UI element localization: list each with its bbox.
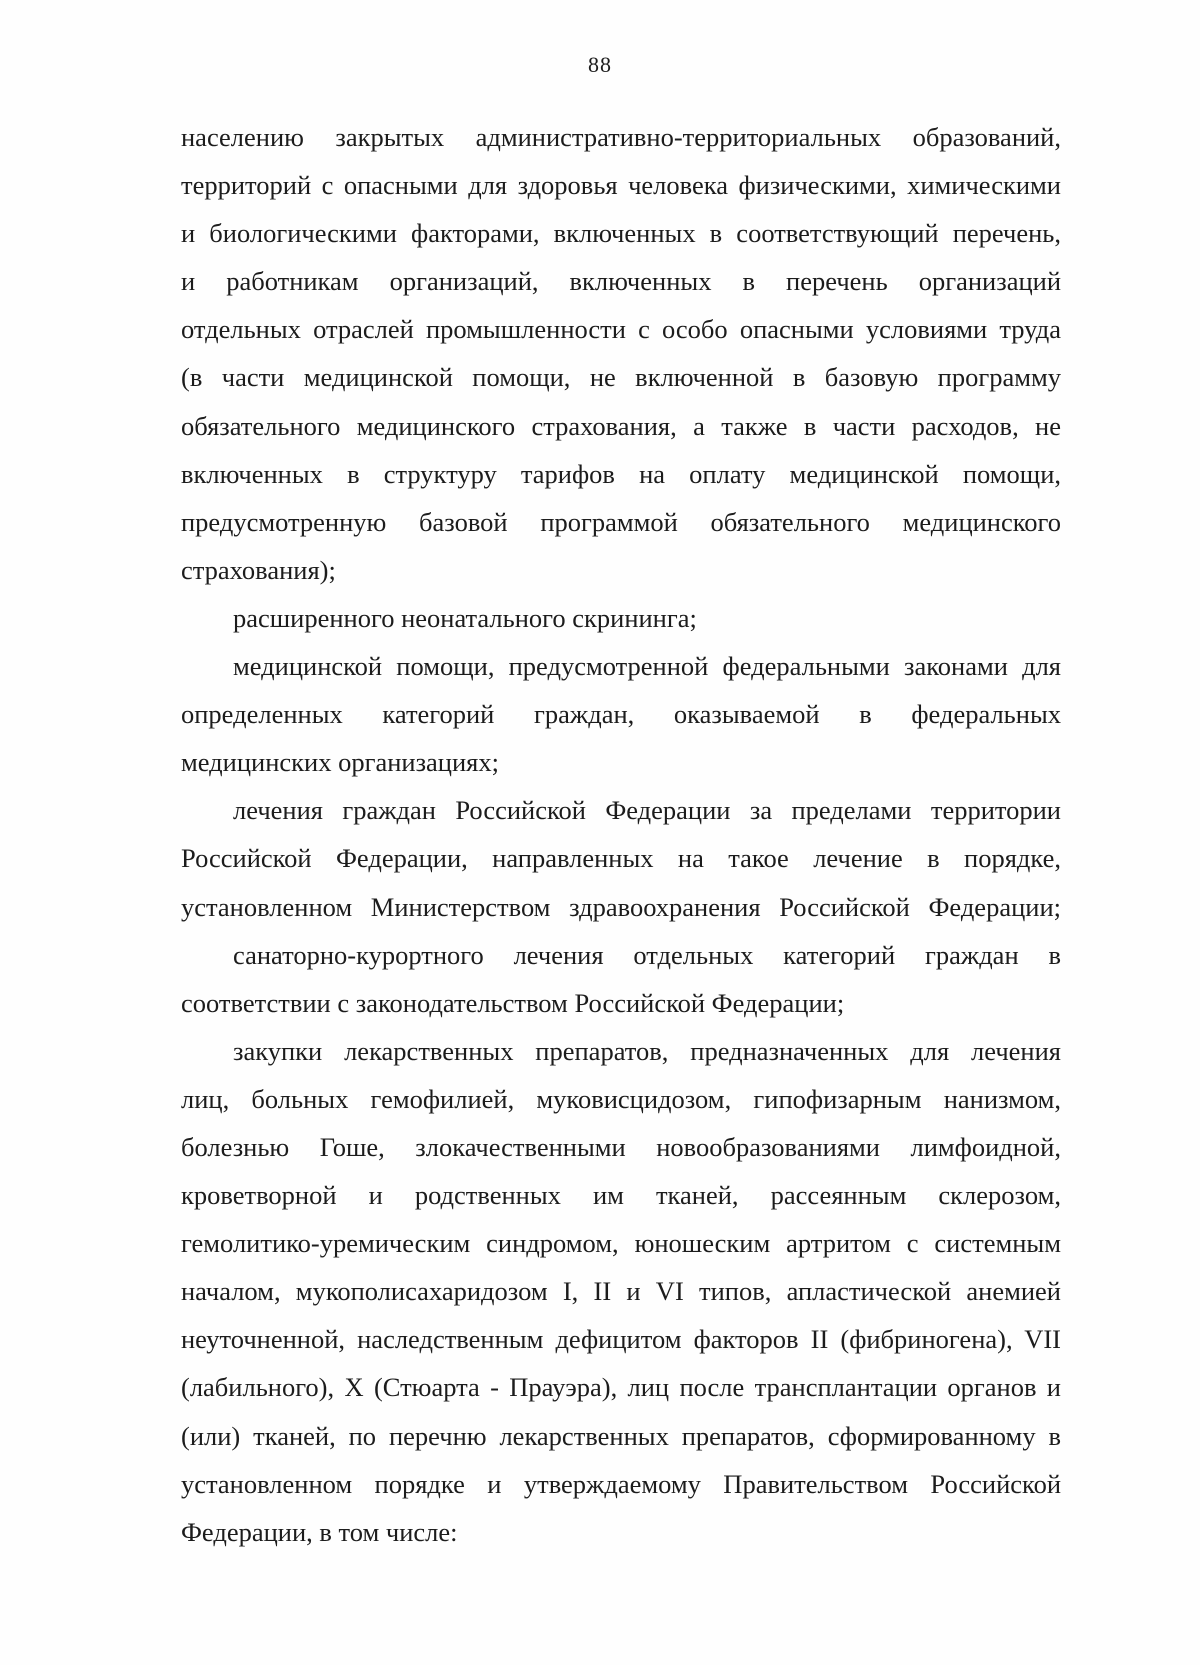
text-line: закупки лекарственных препаратов, предназначенных для лечения (233, 1035, 1061, 1066)
text-line: определенных категорий граждан, оказываемой в федеральных (181, 699, 1061, 730)
text-line: медицинских организациях; (181, 747, 499, 778)
text-line: кроветворной и родственных им тканей, рассеянным склерозом, (181, 1180, 1061, 1211)
text-line: (или) тканей, по перечню лекарственных препаратов, сформированному в (181, 1420, 1061, 1451)
text-line: обязательного медицинского страхования, а также в части расходов, не (181, 410, 1061, 441)
text-line: (лабильного), X (Стюарта - Прауэра), лиц после трансплантации органов и (181, 1372, 1061, 1403)
text-line: расширенного неонатального скрининга; (233, 602, 697, 633)
text-line: медицинской помощи, предусмотренной федеральными законами для (233, 651, 1061, 682)
text-line: болезнью Гоше, злокачественными новообразованиями лимфоидной, (181, 1131, 1061, 1162)
text-line: и биологическими факторами, включенных в соответствующий перечень, (181, 218, 1061, 249)
text-line: территорий с опасными для здоровья человека физическими, химическими (181, 170, 1061, 201)
text-line: гемолитико-уремическим синдромом, юношеским артритом с системным (181, 1228, 1061, 1259)
text-line: началом, мукополисахаридозом I, II и VI типов, апластической анемией (181, 1276, 1061, 1307)
text-line: лиц, больных гемофилией, муковисцидозом, гипофизарным нанизмом, (181, 1083, 1061, 1114)
text-line: установленном Министерством здравоохранения Российской Федерации; (181, 891, 1061, 922)
text-line: отдельных отраслей промышленности с особо опасными условиями труда (181, 314, 1061, 345)
text-line: и работникам организаций, включенных в перечень организаций (181, 266, 1061, 297)
text-line: санаторно-курортного лечения отдельных категорий граждан в (233, 939, 1061, 970)
text-line: установленном порядке и утверждаемому Правительством Российской (181, 1468, 1061, 1499)
text-line: страхования); (181, 554, 336, 585)
text-line: населению закрытых административно-территориальных образований, (181, 122, 1061, 152)
text-line: Федерации, в том числе: (181, 1516, 458, 1547)
text-line: соответствии с законодательством Российской Федерации; (181, 987, 845, 1018)
text-line: предусмотренную базовой программой обязательного медицинского (181, 506, 1061, 537)
text-line: (в части медицинской помощи, не включенной в базовую программу (181, 362, 1061, 393)
text-line: лечения граждан Российской Федерации за пределами территории (233, 795, 1061, 826)
text-line: включенных в структуру тарифов на оплату медицинской помощи, (181, 458, 1061, 489)
text-line: Российской Федерации, направленных на такое лечение в порядке, (181, 843, 1061, 874)
page-number: 88 (588, 52, 612, 77)
text-line: неуточненной, наследственным дефицитом факторов II (фибриногена), VII (181, 1324, 1061, 1355)
document-body (181, 113, 1061, 1556)
